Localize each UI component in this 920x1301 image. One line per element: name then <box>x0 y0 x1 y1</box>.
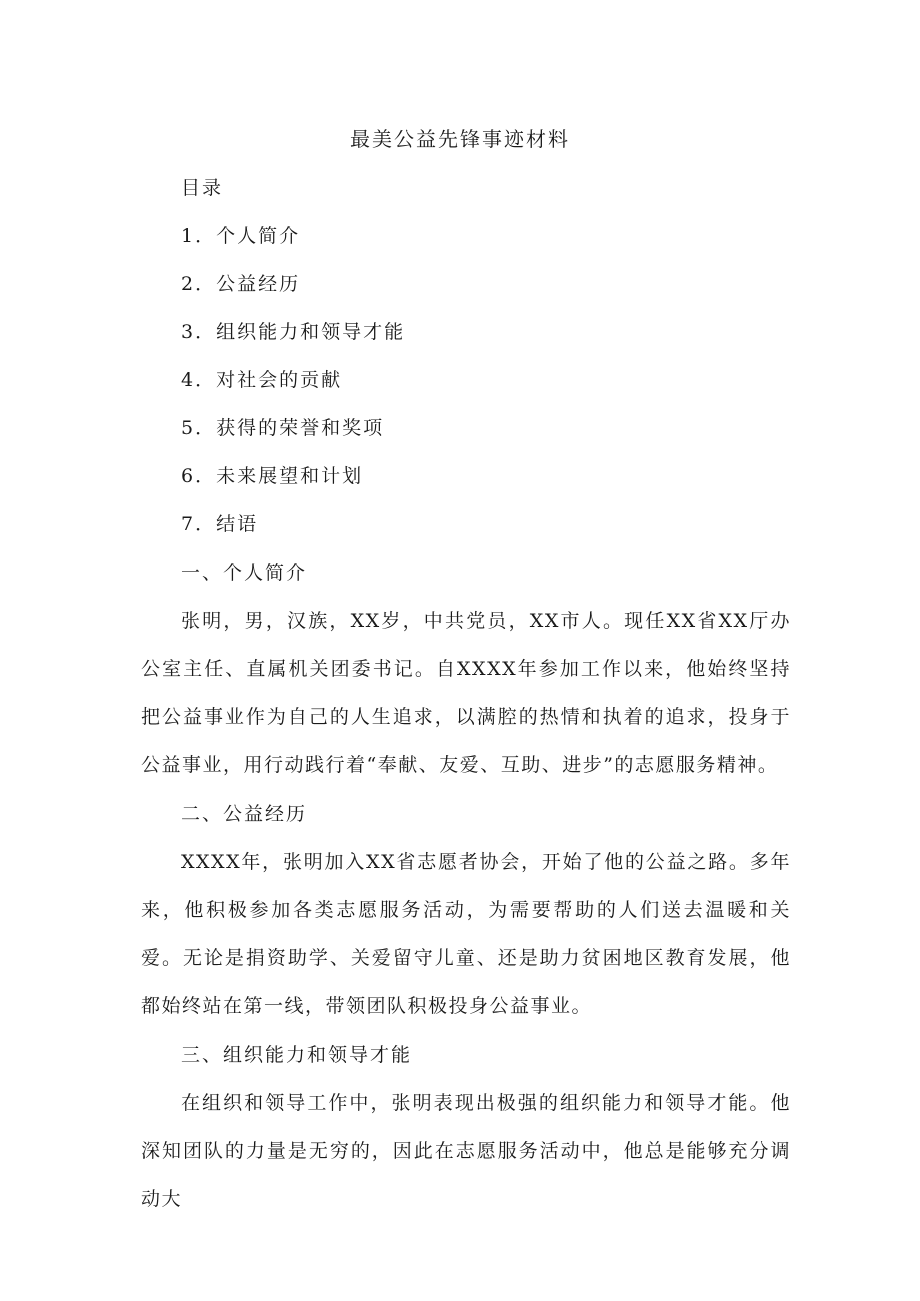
section-heading: 三、组织能力和领导才能 <box>181 1044 413 1066</box>
section-paragraph: 张明，男，汉族，XX岁，中共党员，XX市人。现任XX省XX厅办公室主任、直属机关团委书记。自XXXX年参加工作以来，他始终坚持把公益事业作为自己的人生追求，以满腔的热情和执着的追求，投身于公益事业，用行动践行着“奉献、友爱、互助、进步”的志愿服务精神。 <box>141 610 791 776</box>
section-paragraph: XXXX年，张明加入XX省志愿者协会，开始了他的公益之路。多年来，他积极参加各类志愿服务活动，为需要帮助的人们送去温暖和关爱。无论是捐资助学、关爱留守儿童、还是助力贫困地区教育发展，他都始终站在第一线，带领团队积极投身公益事业。 <box>141 851 791 1017</box>
document-title: 最美公益先锋事迹材料 <box>350 127 570 151</box>
toc-item: 6．未来展望和计划 <box>181 465 364 487</box>
toc-item: 2．公益经历 <box>181 273 301 295</box>
toc-item: 7．结语 <box>181 513 259 535</box>
section-paragraph: 在组织和领导工作中，张明表现出极强的组织能力和领导才能。他深知团队的力量是无穷的，因此在志愿服务活动中，他总是能够充分调动大 <box>141 1092 791 1210</box>
toc-item: 3．组织能力和领导才能 <box>181 321 406 343</box>
toc-item: 4．对社会的贡献 <box>181 369 343 391</box>
section-heading: 二、公益经历 <box>181 803 308 825</box>
section-heading: 一、个人简介 <box>181 562 308 584</box>
toc-item: 5．获得的荣誉和奖项 <box>181 417 385 439</box>
toc-item: 1．个人简介 <box>181 225 301 247</box>
toc-heading: 目录 <box>181 177 224 199</box>
